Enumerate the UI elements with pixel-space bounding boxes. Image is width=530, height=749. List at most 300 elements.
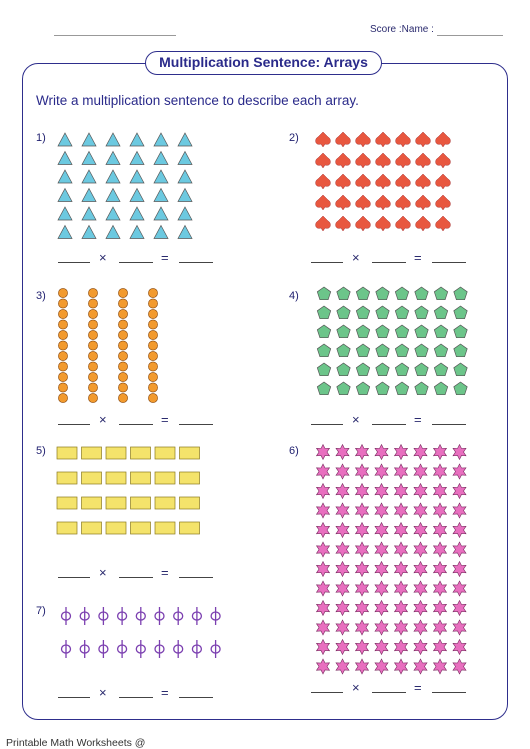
triangle-icon xyxy=(58,152,72,165)
rectangle-icon xyxy=(180,522,200,534)
triangle-icon xyxy=(82,207,96,220)
triangle-icon xyxy=(130,207,144,220)
rectangle-icon xyxy=(131,447,151,459)
problem-number-4: 4) xyxy=(289,290,299,302)
problem-number-3: 3) xyxy=(36,290,46,302)
phi-icon xyxy=(174,640,183,658)
star-icon xyxy=(356,620,369,635)
pentagon-icon xyxy=(434,287,447,300)
star-icon xyxy=(453,542,466,557)
star-icon xyxy=(375,601,388,616)
circle-icon xyxy=(118,383,127,392)
rectangle-icon xyxy=(57,522,77,534)
circle-icon xyxy=(148,351,157,360)
circle-icon xyxy=(118,299,127,308)
pentagon-icon xyxy=(395,306,408,319)
spade-icon xyxy=(416,216,431,231)
circle-icon xyxy=(148,383,157,392)
star-icon xyxy=(375,445,388,460)
circle-icon xyxy=(58,320,67,329)
star-icon xyxy=(453,620,466,635)
circle-icon xyxy=(88,351,97,360)
triangle-icon xyxy=(58,133,72,146)
spade-icon xyxy=(436,132,451,147)
triangle-icon xyxy=(58,170,72,183)
spade-icon xyxy=(416,174,431,189)
phi-icon xyxy=(136,607,145,625)
circle-icon xyxy=(118,341,127,350)
problem-number-1: 1) xyxy=(36,132,46,144)
pentagon-icon xyxy=(376,382,389,395)
star-icon xyxy=(453,601,466,616)
rectangle-icon xyxy=(106,472,126,484)
spade-icon xyxy=(396,216,411,231)
star-icon xyxy=(434,601,447,616)
rectangle-icon xyxy=(57,497,77,509)
star-icon xyxy=(375,581,388,596)
star-icon xyxy=(317,601,330,616)
triangle-icon xyxy=(154,207,168,220)
worksheet-title: Multiplication Sentence: Arrays xyxy=(145,51,382,75)
phi-icon xyxy=(62,640,71,658)
spade-icon xyxy=(436,174,451,189)
triangle-icon xyxy=(130,133,144,146)
star-icon xyxy=(356,640,369,655)
triangle-icon xyxy=(82,170,96,183)
triangle-icon xyxy=(58,207,72,220)
equals-sign: = xyxy=(414,412,422,427)
circle-icon xyxy=(118,362,127,371)
times-sign: × xyxy=(99,412,107,427)
rectangle-icon xyxy=(57,472,77,484)
star-icon xyxy=(434,445,447,460)
array-5 xyxy=(57,447,200,534)
triangle-icon xyxy=(178,152,192,165)
rectangle-icon xyxy=(131,472,151,484)
circle-icon xyxy=(88,309,97,318)
triangle-icon xyxy=(130,189,144,202)
pentagon-icon xyxy=(337,344,350,357)
star-icon xyxy=(356,581,369,596)
star-icon xyxy=(414,503,427,518)
star-icon xyxy=(336,464,349,479)
spade-icon xyxy=(396,195,411,210)
circle-icon xyxy=(88,393,97,402)
triangle-icon xyxy=(106,226,120,239)
pentagon-icon xyxy=(454,363,467,376)
circle-icon xyxy=(118,309,127,318)
pentagon-icon xyxy=(317,344,330,357)
phi-icon xyxy=(118,607,127,625)
phi-icon xyxy=(99,607,108,625)
pentagon-icon xyxy=(434,363,447,376)
star-icon xyxy=(375,620,388,635)
triangle-icon xyxy=(82,152,96,165)
phi-icon xyxy=(192,640,201,658)
star-icon xyxy=(336,620,349,635)
star-icon xyxy=(317,562,330,577)
spade-icon xyxy=(376,216,391,231)
triangle-icon xyxy=(178,189,192,202)
triangle-icon xyxy=(154,133,168,146)
pentagon-icon xyxy=(337,325,350,338)
star-icon xyxy=(453,445,466,460)
pentagon-icon xyxy=(395,382,408,395)
spade-icon xyxy=(436,153,451,168)
equals-sign: = xyxy=(161,565,169,580)
star-icon xyxy=(414,601,427,616)
spade-icon xyxy=(316,153,331,168)
rectangle-icon xyxy=(131,522,151,534)
pentagon-icon xyxy=(434,325,447,338)
circle-icon xyxy=(148,299,157,308)
pentagon-icon xyxy=(376,363,389,376)
phi-icon xyxy=(155,607,164,625)
pentagon-icon xyxy=(317,382,330,395)
circle-icon xyxy=(148,372,157,381)
star-icon xyxy=(336,445,349,460)
triangle-icon xyxy=(106,152,120,165)
star-icon xyxy=(434,503,447,518)
pentagon-icon xyxy=(434,306,447,319)
phi-icon xyxy=(211,640,220,658)
circle-icon xyxy=(58,372,67,381)
star-icon xyxy=(434,659,447,674)
spade-icon xyxy=(396,153,411,168)
star-icon xyxy=(395,464,408,479)
triangle-icon xyxy=(178,170,192,183)
spade-icon xyxy=(356,153,371,168)
equals-sign: = xyxy=(161,685,169,700)
pentagon-icon xyxy=(454,325,467,338)
triangle-icon xyxy=(58,226,72,239)
rectangle-icon xyxy=(180,447,200,459)
star-icon xyxy=(317,581,330,596)
star-icon xyxy=(336,601,349,616)
rectangle-icon xyxy=(180,497,200,509)
spade-icon xyxy=(376,195,391,210)
times-sign: × xyxy=(352,250,360,265)
pentagon-icon xyxy=(395,363,408,376)
star-icon xyxy=(414,562,427,577)
phi-icon xyxy=(211,607,220,625)
array-7 xyxy=(62,607,221,658)
circle-icon xyxy=(148,362,157,371)
array-4 xyxy=(317,287,467,395)
star-icon xyxy=(395,484,408,499)
triangle-icon xyxy=(82,226,96,239)
spade-icon xyxy=(336,174,351,189)
circle-icon xyxy=(118,393,127,402)
rectangle-icon xyxy=(106,522,126,534)
star-icon xyxy=(317,503,330,518)
array-6 xyxy=(317,445,467,675)
pentagon-icon xyxy=(356,287,369,300)
pentagon-icon xyxy=(376,306,389,319)
rectangle-icon xyxy=(155,447,175,459)
triangle-icon xyxy=(130,170,144,183)
star-icon xyxy=(453,484,466,499)
rectangle-icon xyxy=(106,497,126,509)
pentagon-icon xyxy=(395,325,408,338)
circle-icon xyxy=(88,362,97,371)
star-icon xyxy=(414,659,427,674)
star-icon xyxy=(453,640,466,655)
pentagon-icon xyxy=(317,363,330,376)
spade-icon xyxy=(356,174,371,189)
equals-sign: = xyxy=(414,250,422,265)
star-icon xyxy=(434,523,447,538)
triangle-icon xyxy=(106,133,120,146)
star-icon xyxy=(356,601,369,616)
star-icon xyxy=(336,640,349,655)
times-sign: × xyxy=(99,565,107,580)
star-icon xyxy=(336,523,349,538)
pentagon-icon xyxy=(434,344,447,357)
star-icon xyxy=(395,562,408,577)
circle-icon xyxy=(88,320,97,329)
rectangle-icon xyxy=(82,497,102,509)
star-icon xyxy=(395,542,408,557)
star-icon xyxy=(317,445,330,460)
circle-icon xyxy=(58,330,67,339)
pentagon-icon xyxy=(376,344,389,357)
star-icon xyxy=(434,640,447,655)
triangle-icon xyxy=(154,189,168,202)
star-icon xyxy=(395,503,408,518)
spade-icon xyxy=(416,153,431,168)
pentagon-icon xyxy=(356,382,369,395)
pentagon-icon xyxy=(356,306,369,319)
spade-icon xyxy=(436,216,451,231)
star-icon xyxy=(414,620,427,635)
circle-icon xyxy=(58,309,67,318)
pentagon-icon xyxy=(317,325,330,338)
pentagon-icon xyxy=(454,306,467,319)
pentagon-icon xyxy=(415,382,428,395)
phi-icon xyxy=(174,607,183,625)
pentagon-icon xyxy=(337,287,350,300)
pentagon-icon xyxy=(415,325,428,338)
circle-icon xyxy=(148,320,157,329)
score-name-label: Score :Name : xyxy=(370,24,434,35)
rectangle-icon xyxy=(82,472,102,484)
triangle-icon xyxy=(130,226,144,239)
circle-icon xyxy=(58,351,67,360)
pentagon-icon xyxy=(454,287,467,300)
star-icon xyxy=(317,464,330,479)
triangle-icon xyxy=(106,170,120,183)
rectangle-icon xyxy=(155,522,175,534)
star-icon xyxy=(434,484,447,499)
star-icon xyxy=(434,581,447,596)
rectangle-icon xyxy=(155,497,175,509)
spade-icon xyxy=(336,153,351,168)
pentagon-icon xyxy=(454,344,467,357)
star-icon xyxy=(414,464,427,479)
circle-icon xyxy=(118,288,127,297)
star-icon xyxy=(453,659,466,674)
pentagon-icon xyxy=(395,287,408,300)
star-icon xyxy=(395,523,408,538)
spade-icon xyxy=(356,195,371,210)
star-icon xyxy=(375,659,388,674)
spade-icon xyxy=(376,132,391,147)
times-sign: × xyxy=(352,680,360,695)
star-icon xyxy=(434,562,447,577)
circle-icon xyxy=(88,372,97,381)
star-icon xyxy=(375,484,388,499)
spade-icon xyxy=(316,174,331,189)
rectangle-icon xyxy=(131,497,151,509)
times-sign: × xyxy=(99,685,107,700)
circle-icon xyxy=(148,341,157,350)
pentagon-icon xyxy=(395,344,408,357)
star-icon xyxy=(375,640,388,655)
array-1 xyxy=(58,133,192,239)
array-3 xyxy=(58,288,157,402)
star-icon xyxy=(336,503,349,518)
circle-icon xyxy=(58,393,67,402)
star-icon xyxy=(336,581,349,596)
star-icon xyxy=(395,601,408,616)
phi-icon xyxy=(136,640,145,658)
triangle-icon xyxy=(154,226,168,239)
triangle-icon xyxy=(82,189,96,202)
triangle-icon xyxy=(178,133,192,146)
spade-icon xyxy=(316,216,331,231)
circle-icon xyxy=(58,288,67,297)
star-icon xyxy=(375,523,388,538)
star-icon xyxy=(336,659,349,674)
circle-icon xyxy=(58,299,67,308)
pentagon-icon xyxy=(415,287,428,300)
circle-icon xyxy=(118,320,127,329)
star-icon xyxy=(356,659,369,674)
spade-icon xyxy=(416,195,431,210)
pentagon-icon xyxy=(415,306,428,319)
spade-icon xyxy=(376,174,391,189)
star-icon xyxy=(414,484,427,499)
circle-icon xyxy=(88,299,97,308)
times-sign: × xyxy=(352,412,360,427)
star-icon xyxy=(375,464,388,479)
star-icon xyxy=(356,562,369,577)
pentagon-icon xyxy=(376,287,389,300)
spade-icon xyxy=(416,132,431,147)
pentagon-icon xyxy=(376,325,389,338)
circle-icon xyxy=(148,309,157,318)
pentagon-icon xyxy=(415,363,428,376)
star-icon xyxy=(414,640,427,655)
rectangle-icon xyxy=(155,472,175,484)
spade-icon xyxy=(316,195,331,210)
circle-icon xyxy=(148,330,157,339)
spade-icon xyxy=(376,153,391,168)
star-icon xyxy=(395,445,408,460)
array-2 xyxy=(316,132,451,231)
triangle-icon xyxy=(154,170,168,183)
star-icon xyxy=(414,542,427,557)
star-icon xyxy=(356,523,369,538)
equals-sign: = xyxy=(414,680,422,695)
star-icon xyxy=(356,542,369,557)
spade-icon xyxy=(316,132,331,147)
star-icon xyxy=(434,464,447,479)
star-icon xyxy=(317,640,330,655)
spade-icon xyxy=(436,195,451,210)
star-icon xyxy=(336,542,349,557)
equals-sign: = xyxy=(161,412,169,427)
spade-icon xyxy=(336,216,351,231)
star-icon xyxy=(375,542,388,557)
pentagon-icon xyxy=(356,344,369,357)
rectangle-icon xyxy=(82,522,102,534)
instruction-text: Write a multiplication sentence to describe each array. xyxy=(36,93,359,108)
pentagon-icon xyxy=(454,382,467,395)
circle-icon xyxy=(88,341,97,350)
star-icon xyxy=(395,620,408,635)
star-icon xyxy=(453,503,466,518)
star-icon xyxy=(395,640,408,655)
phi-icon xyxy=(62,607,71,625)
star-icon xyxy=(453,562,466,577)
pentagon-icon xyxy=(434,382,447,395)
triangle-icon xyxy=(106,189,120,202)
spade-icon xyxy=(396,174,411,189)
star-icon xyxy=(375,562,388,577)
circle-icon xyxy=(88,288,97,297)
pentagon-icon xyxy=(337,363,350,376)
pentagon-icon xyxy=(337,306,350,319)
star-icon xyxy=(356,464,369,479)
triangle-icon xyxy=(106,207,120,220)
pentagon-icon xyxy=(317,306,330,319)
circle-icon xyxy=(148,393,157,402)
phi-icon xyxy=(192,607,201,625)
times-sign: × xyxy=(99,250,107,265)
circle-icon xyxy=(88,330,97,339)
pentagon-icon xyxy=(356,363,369,376)
circle-icon xyxy=(118,372,127,381)
phi-icon xyxy=(155,640,164,658)
star-icon xyxy=(453,523,466,538)
phi-icon xyxy=(118,640,127,658)
star-icon xyxy=(414,523,427,538)
star-icon xyxy=(414,445,427,460)
spade-icon xyxy=(336,195,351,210)
rectangle-icon xyxy=(57,447,77,459)
problem-number-7: 7) xyxy=(36,605,46,617)
problem-number-6: 6) xyxy=(289,445,299,457)
pentagon-icon xyxy=(317,287,330,300)
rectangle-icon xyxy=(106,447,126,459)
star-icon xyxy=(317,542,330,557)
circle-icon xyxy=(58,383,67,392)
star-icon xyxy=(317,620,330,635)
circle-icon xyxy=(118,351,127,360)
spade-icon xyxy=(396,132,411,147)
rectangle-icon xyxy=(82,447,102,459)
star-icon xyxy=(356,484,369,499)
equals-sign: = xyxy=(161,250,169,265)
star-icon xyxy=(414,581,427,596)
phi-icon xyxy=(99,640,108,658)
star-icon xyxy=(317,523,330,538)
triangle-icon xyxy=(130,152,144,165)
phi-icon xyxy=(80,640,89,658)
problem-number-2: 2) xyxy=(289,132,299,144)
